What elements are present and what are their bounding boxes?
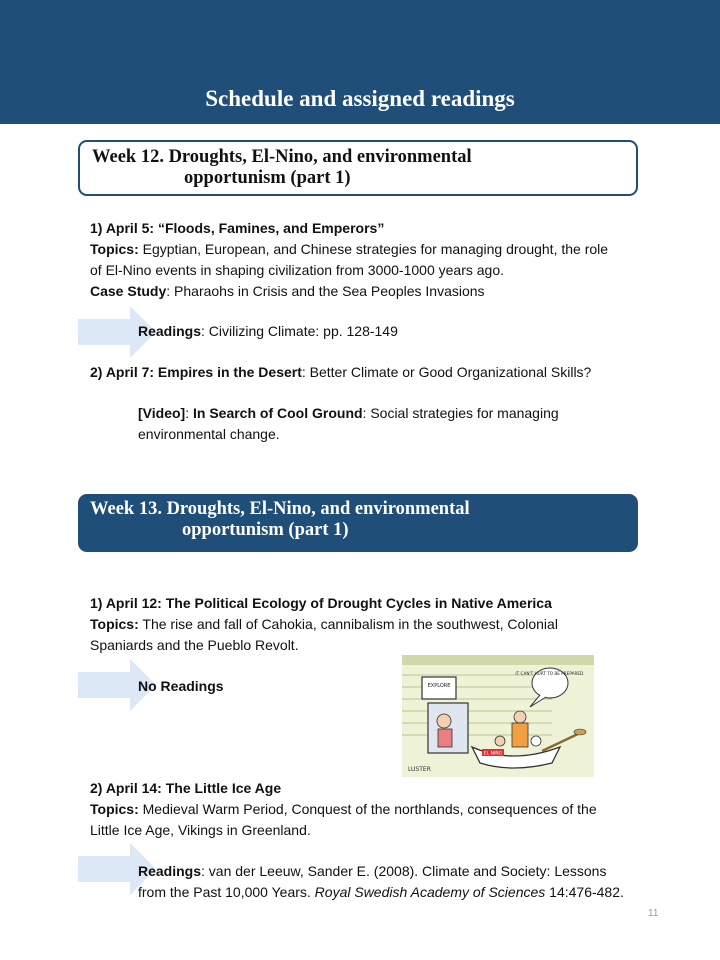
svg-text:EXPLORE: EXPLORE xyxy=(427,683,451,689)
week13-item1-topics: Topics: The rise and fall of Cahokia, cannibalism in the southwest, Colonial xyxy=(90,616,558,632)
week13-heading-box xyxy=(78,494,638,552)
header-banner xyxy=(0,0,720,124)
week12-item2-video: [Video]: In Search of Cool Ground: Social strategies for managing xyxy=(138,405,559,421)
week13-item2-topics: Topics: Medieval Warm Period, Conquest of the northlands, consequences of the xyxy=(90,801,597,817)
cartoon-image xyxy=(402,655,594,777)
page-title: Schedule and assigned readings xyxy=(205,86,515,111)
week13-item2-readings: Readings: van der Leeuw, Sander E. (2008). Climate and Society: Lessons xyxy=(138,863,607,879)
week13-item1-topics-cont: Spaniards and the Pueblo Revolt. xyxy=(90,637,299,653)
page-number: 11 xyxy=(648,908,659,919)
week12-item1-topics-cont: of El-Nino events in shaping civilization from 3000-1000 years ago. xyxy=(90,262,505,278)
week13-item2-readings-cont: from the Past 10,000 Years. Royal Swedish Academy of Sciences 14:476-482. xyxy=(138,884,624,900)
week12-item1-title: 1) April 5: “Floods, Famines, and Emperors” xyxy=(90,220,385,236)
week12-heading-box xyxy=(78,140,638,196)
week12-item1-topics: Topics: Egyptian, European, and Chinese strategies for managing drought, the role xyxy=(90,241,609,257)
week13-item2-title: 2) April 14: The Little Ice Age xyxy=(90,780,282,796)
svg-text:IT CAN'T HURT TO BE PREPARED.: IT CAN'T HURT TO BE PREPARED. xyxy=(515,671,585,676)
week13-heading-line2: opportunism (part 1) xyxy=(182,520,349,540)
week12-item2-title: 2) April 7: Empires in the Desert: Better Climate or Good Organizational Skills? xyxy=(90,364,592,380)
week12-item1-case-study: Case Study: Pharaohs in Crisis and the Sea Peoples Invasions xyxy=(90,283,485,299)
svg-text:LUSTER: LUSTER xyxy=(408,766,431,773)
week13-item1-title: 1) April 12: The Political Ecology of Drought Cycles in Native America xyxy=(90,595,552,611)
week12-heading-line2: opportunism (part 1) xyxy=(184,168,351,188)
svg-text:EL NIÑO: EL NIÑO xyxy=(483,751,503,757)
week13-item2-topics-cont: Little Ice Age, Vikings in Greenland. xyxy=(90,822,311,838)
week13-item1-readings: No Readings xyxy=(138,678,224,694)
week12-heading-line1: Week 12. Droughts, El-Nino, and environmental xyxy=(92,147,472,167)
week12-item1-readings: Readings: Civilizing Climate: pp. 128-149 xyxy=(138,323,398,339)
week12-item2-video-cont: environmental change. xyxy=(138,426,280,442)
week13-heading-line1: Week 13. Droughts, El-Nino, and environmental xyxy=(90,499,470,519)
